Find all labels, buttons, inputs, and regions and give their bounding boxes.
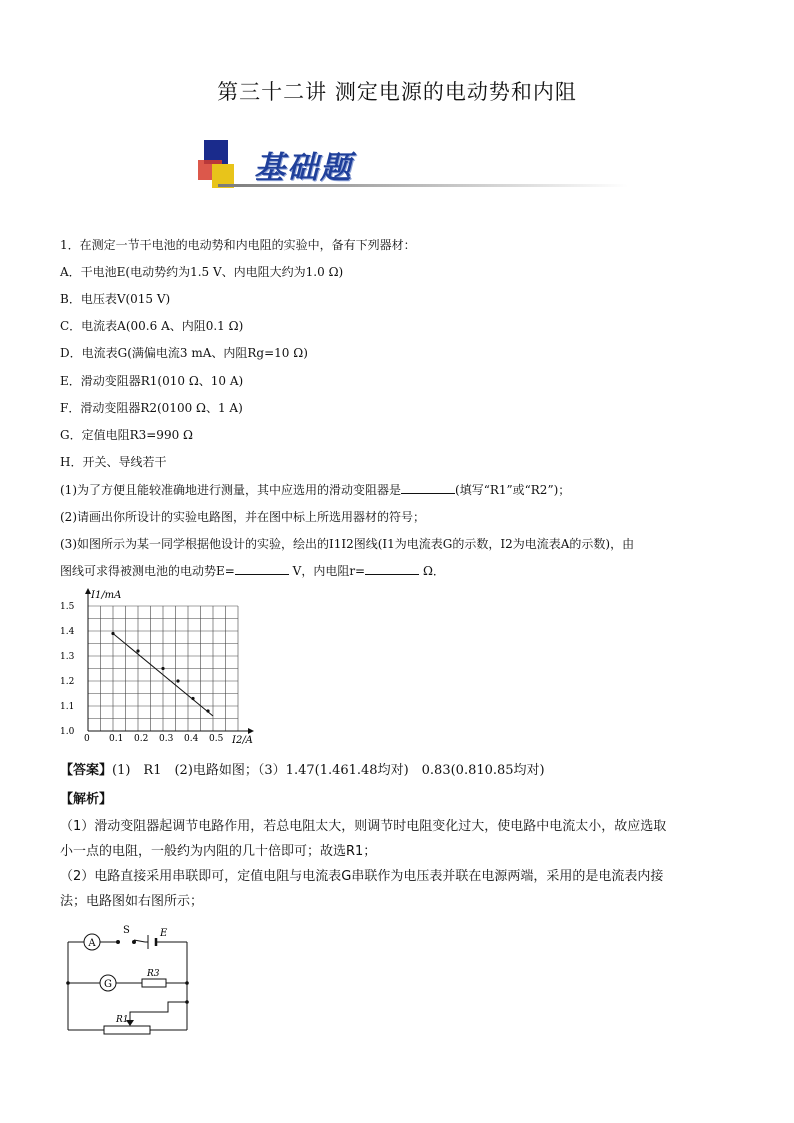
part1 xyxy=(60,481,570,498)
galvanometer-label: G xyxy=(104,979,112,990)
switch-contact-left xyxy=(116,940,120,944)
option-b: B．电压表V(015 V) xyxy=(60,292,171,306)
option-h: H．开关、导线若干 xyxy=(60,455,167,469)
solution-line-2: 小一点的电阻，一般约为内阻的几十倍即可；故选R1； xyxy=(60,844,377,859)
page-title: 第三十二讲 测定电源的电动势和内阻 xyxy=(217,80,577,104)
battery-label: E xyxy=(160,928,168,939)
data-point xyxy=(161,667,164,670)
chart-axes xyxy=(85,588,254,734)
answer-label: 【答案】 xyxy=(60,763,113,778)
x-tick-label: 0.4 xyxy=(184,734,199,744)
y-tick-label: 1.1 xyxy=(60,702,75,712)
part1-text: (1)为了方便且能较准确地进行测量，其中应选用的滑动变阻器是 xyxy=(60,483,402,497)
option-d: D．电流表G(满偏电流3 mA、内阻Rg=10 Ω) xyxy=(60,346,308,360)
x-tick-label: 0.3 xyxy=(159,734,174,744)
switch-label: S xyxy=(123,925,130,936)
part3-unit: Ω． xyxy=(422,564,445,578)
part3-emf-text: 图线可求得被测电池的电动势E= xyxy=(60,564,235,578)
answer-blank xyxy=(401,483,455,494)
ammeter-label: A xyxy=(88,938,96,949)
part2: (2)请画出你所设计的实验电路图，并在图中标上所选用器材的符号； xyxy=(60,510,426,524)
y-tick-label: 1.2 xyxy=(60,677,75,687)
circuit-diagram xyxy=(60,922,200,1034)
switch-contact-right xyxy=(132,940,136,944)
banner-text: 基础题 xyxy=(254,150,353,186)
part1-hint: (填写“R1”或“R2”)； xyxy=(455,483,571,497)
x-axis-arrow xyxy=(248,728,254,734)
chart-ticks xyxy=(60,602,224,744)
emf-blank xyxy=(235,564,289,575)
data-point xyxy=(176,679,179,682)
x-tick-label: 0.2 xyxy=(134,734,149,744)
x-tick-label: 0.5 xyxy=(209,734,224,744)
solution-line-1: （1）滑动变阻器起调节电路作用，若总电阻太大，则调节时电阻变化过大，使电路中电流太小，故应选取 xyxy=(60,819,667,834)
question-stem: 1．在测定一节干电池的电动势和内电阻的实验中，备有下列器材： xyxy=(60,238,416,252)
answer-text: (1) R1 (2)电路如图；（3）1.47(1.461.48均对) 0.83(0.810.85均对) xyxy=(112,763,545,778)
x-axis-label: I2/A xyxy=(232,735,253,746)
y-tick-label: 1.5 xyxy=(60,602,75,612)
data-point xyxy=(191,697,194,700)
r-blank xyxy=(365,564,419,575)
x-tick-label: 0.1 xyxy=(109,734,124,744)
solution-line-4: 法；电路图如右图所示； xyxy=(60,894,204,909)
solution-line-3: （2）电路直接采用串联即可，定值电阻与电流表G串联作为电压表并联在电源两端，采用的是电流表内接 xyxy=(60,869,664,884)
y-tick-label: 1.3 xyxy=(60,652,75,662)
section-banner xyxy=(198,138,628,200)
option-c: C．电流表A(00.6 A、内阻0.1 Ω) xyxy=(60,319,244,333)
rheostat-label: R1 xyxy=(116,1015,129,1025)
data-point xyxy=(136,649,139,652)
y-tick-label: 1.4 xyxy=(60,627,75,637)
part3-r-text: V，内电阻r= xyxy=(292,564,366,578)
fixed-resistor-label: R3 xyxy=(147,969,160,979)
answer xyxy=(60,759,545,778)
part3-line2 xyxy=(60,562,445,579)
option-g: G．定值电阻R3=990 Ω xyxy=(60,428,193,442)
option-a: A．干电池E(电动势约为1.5 V、内电阻大约为1.0 Ω) xyxy=(60,265,344,279)
y-tick-label: 1.0 xyxy=(60,727,75,737)
solution-label: 【解析】 xyxy=(60,792,113,807)
x-tick-label: 0 xyxy=(84,734,90,744)
data-point xyxy=(206,709,209,712)
i1-i2-graph xyxy=(58,588,253,748)
y-axis-label: I1/mA xyxy=(91,590,122,601)
option-e: E．滑动变阻器R1(010 Ω、10 A) xyxy=(60,374,244,388)
part3-line1: (3)如图所示为某一同学根据他设计的实验，绘出的I1I2图线(I1为电流表G的示数，I2为电流表A的示数)，由 xyxy=(60,537,635,551)
data-point xyxy=(111,632,114,635)
option-f: F．滑动变阻器R2(0100 Ω、1 A) xyxy=(60,401,243,415)
